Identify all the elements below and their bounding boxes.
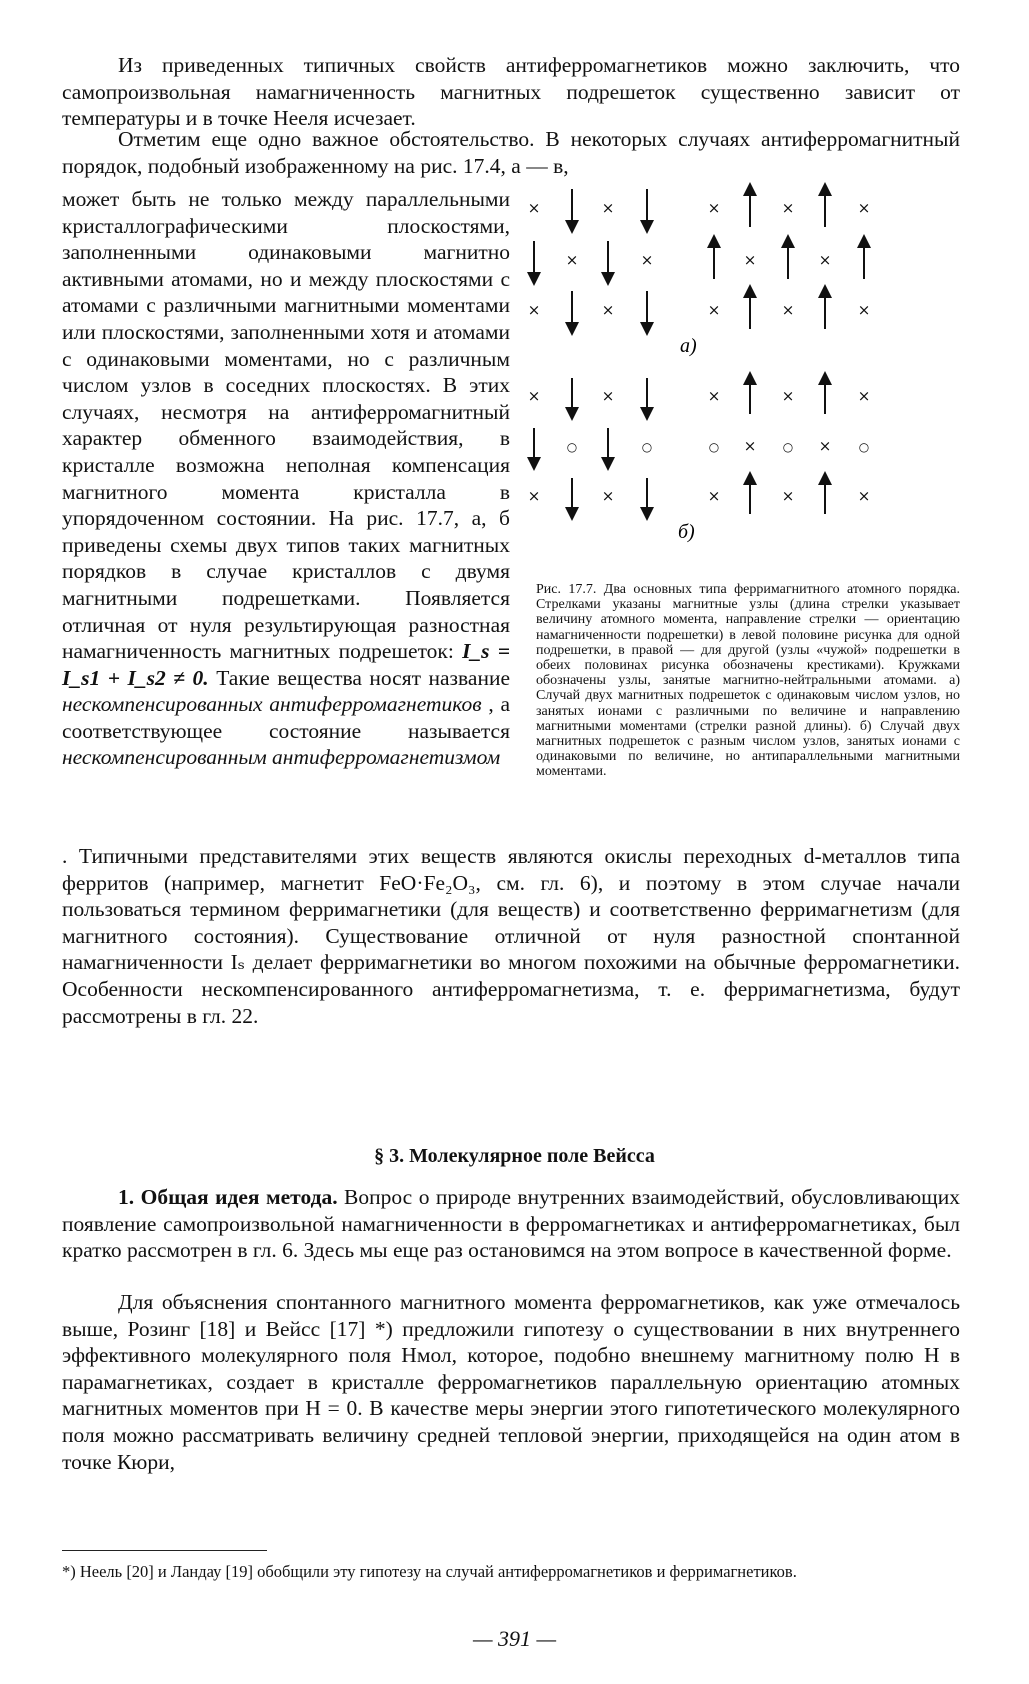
foreign-site-cross: × <box>743 251 757 269</box>
subsection-text: Вопрос о природе внутренних взаимодействий, обусловливающих появление самопроизвольной намагниченности в ферромагнетиках и антиферромагнетиках, был кратко рассмотрен в гл. 6. Здесь мы еще раз остановимся на этом вопросе в качественной форме. <box>62 1185 960 1263</box>
foreign-site-cross: × <box>707 387 721 405</box>
foreign-site-cross: × <box>527 487 541 505</box>
foreign-site-cross: × <box>857 387 871 405</box>
foreign-site-cross: × <box>781 387 795 405</box>
paragraph-intro: Из приведенных типичных свойств антиферромагнетиков можно заключить, что самопроизвольная намагниченность магнитных подрешеток существенно зависит от температуры и в точке Нееля исчезает. <box>62 53 960 131</box>
foreign-site-cross: × <box>743 437 757 455</box>
paragraph-ferrites: . Типичными представителями этих веществ являются окислы переходных d-металлов типа ферритов (например, магнетит FeO·Fe₂O₃, см. гл. 6), и поэтому в этом случае начали пользоваться термином ферримагнетики (для веществ) и соответственно ферримагнетизм (для магнитного состояния). Существование отличной от нуля разностной спонтанной намагниченности Iₛ делает ферримагнетики во многом похожими на обычные ферромагнетики. Особенности нескомпенсированного антиферромагнетизма, т. е. ферримагнетизма, будут рассмотрены в гл. 22. <box>62 844 960 1028</box>
foreign-site-cross: × <box>857 199 871 217</box>
subsection-general-idea <box>62 1184 960 1264</box>
neutral-site-circle: ○ <box>782 440 794 454</box>
figure-label-a: а) <box>680 335 697 357</box>
page-number: — 391 — <box>472 1626 557 1651</box>
foreign-site-cross: × <box>640 251 654 269</box>
term-uncompensated: нескомпенсированных антиферромагнетиков <box>62 692 482 717</box>
ferrimagnetic-order-diagram <box>520 176 960 576</box>
neutral-site-circle: ○ <box>641 440 653 454</box>
figure-label-b: б) <box>678 521 695 543</box>
foreign-site-cross: × <box>781 199 795 217</box>
formula-magnetization: I_s = I_s1 + I_s2 ≠ 0. <box>62 639 510 690</box>
wrapped-text-a: может быть не только между параллельными кристаллографическими плоскостями, заполненными одинаковыми магнитно активными атомами, но и между плоскостями с атомами с различными магнитными моментами или плоскостями, заполненными хотя и атомами с одинаковыми моментами, но с различным числом узлов в соседних плоскостях. В этих случаях, несмотря на антиферромагнитный характер обменного взаимодействия, в кристалле возможна неполная компенсация магнитного момента кристалла в упорядоченном состоянии. На рис. 17.7, а, б приведены схемы двух типов таких магнитных порядков в случае кристаллов с двумя магнитными подрешетками. Появляется отличная от нуля результирующая разностная намагниченность магнитных подрешеток: <box>62 187 510 664</box>
foreign-site-cross: × <box>818 251 832 269</box>
section-title: § 3. Молекулярное поле Вейсса <box>374 1145 655 1167</box>
foreign-site-cross: × <box>601 199 615 217</box>
wrapped-column-text <box>62 186 510 771</box>
neutral-site-circle: ○ <box>708 440 720 454</box>
figure-17-7 <box>520 176 960 576</box>
paragraph-important-note: Отметим еще одно важное обстоятельство. В некоторых случаях антиферромагнитный порядок, подобный изображенному на рис. 17.4, а — в, <box>62 127 960 178</box>
paragraph-weiss-field: Для объяснения спонтанного магнитного момента ферромагнетиков, как уже отмечалось выше, Розинг [18] и Вейсс [17] *) предложили гипотезу о существовании в них внутреннего эффективного молекулярного поля Hмол, которое, подобно внешнему магнитному полю H в парамагнетиках, создает в кристалле ферромагнетиков параллельную ориентацию атомных магнитных моментов при H = 0. В качестве меры энергии этого гипотетического молекулярного поля можно рассматривать величину средней тепловой энергии, приходящейся на один атом в точке Кюри, <box>62 1290 960 1474</box>
term-state: нескомпенсированным антиферромагнетизмом <box>62 745 501 770</box>
foreign-site-cross: × <box>857 487 871 505</box>
foreign-site-cross: × <box>707 301 721 319</box>
foreign-site-cross: × <box>601 487 615 505</box>
wrapped-text-b1: Такие вещества носят название <box>216 665 511 690</box>
foreign-site-cross: × <box>707 199 721 217</box>
footnote-divider <box>62 1550 267 1551</box>
foreign-site-cross: × <box>781 301 795 319</box>
subsection-title: 1. Общая идея метода. <box>118 1185 338 1209</box>
foreign-site-cross: × <box>857 301 871 319</box>
figure-caption: Рис. 17.7. Два основных типа ферримагнитного атомного порядка. Стрелками указаны магнитные узлы (длина стрелки указывает величину атомного момента, направление стрелки — ориентацию намагниченности подрешетки) в левой половине рисунка для одной подрешетки, в правой — для другой (узлы «чужой» подрешетки в обеих половинах рисунка обозначены крестиками). Кружками обозначены узлы, занятые магнитно-нейтральными атомами. а) Случай двух магнитных подрешеток с одинаковым числом узлов, но занятых ионами с различными по величине и направлению магнитными моментами (стрелки разной длины). б) Случай двух магнитных подрешеток с разным числом узлов, занятых ионами с одинаковыми по величине, но антипараллельными магнитными моментами. <box>536 582 960 780</box>
wrapped-text-b2: , а соответствующее состояние называется <box>62 692 511 743</box>
foreign-site-cross: × <box>565 251 579 269</box>
neutral-site-circle: ○ <box>566 440 578 454</box>
footnote: *) Неель [20] и Ландау [19] обобщили эту гипотезу на случай антиферромагнетиков и ферримагнетиков. <box>62 1562 797 1581</box>
neutral-site-circle: ○ <box>858 440 870 454</box>
foreign-site-cross: × <box>601 301 615 319</box>
foreign-site-cross: × <box>601 387 615 405</box>
foreign-site-cross: × <box>781 487 795 505</box>
foreign-site-cross: × <box>818 437 832 455</box>
foreign-site-cross: × <box>527 301 541 319</box>
foreign-site-cross: × <box>707 487 721 505</box>
foreign-site-cross: × <box>527 199 541 217</box>
foreign-site-cross: × <box>527 387 541 405</box>
